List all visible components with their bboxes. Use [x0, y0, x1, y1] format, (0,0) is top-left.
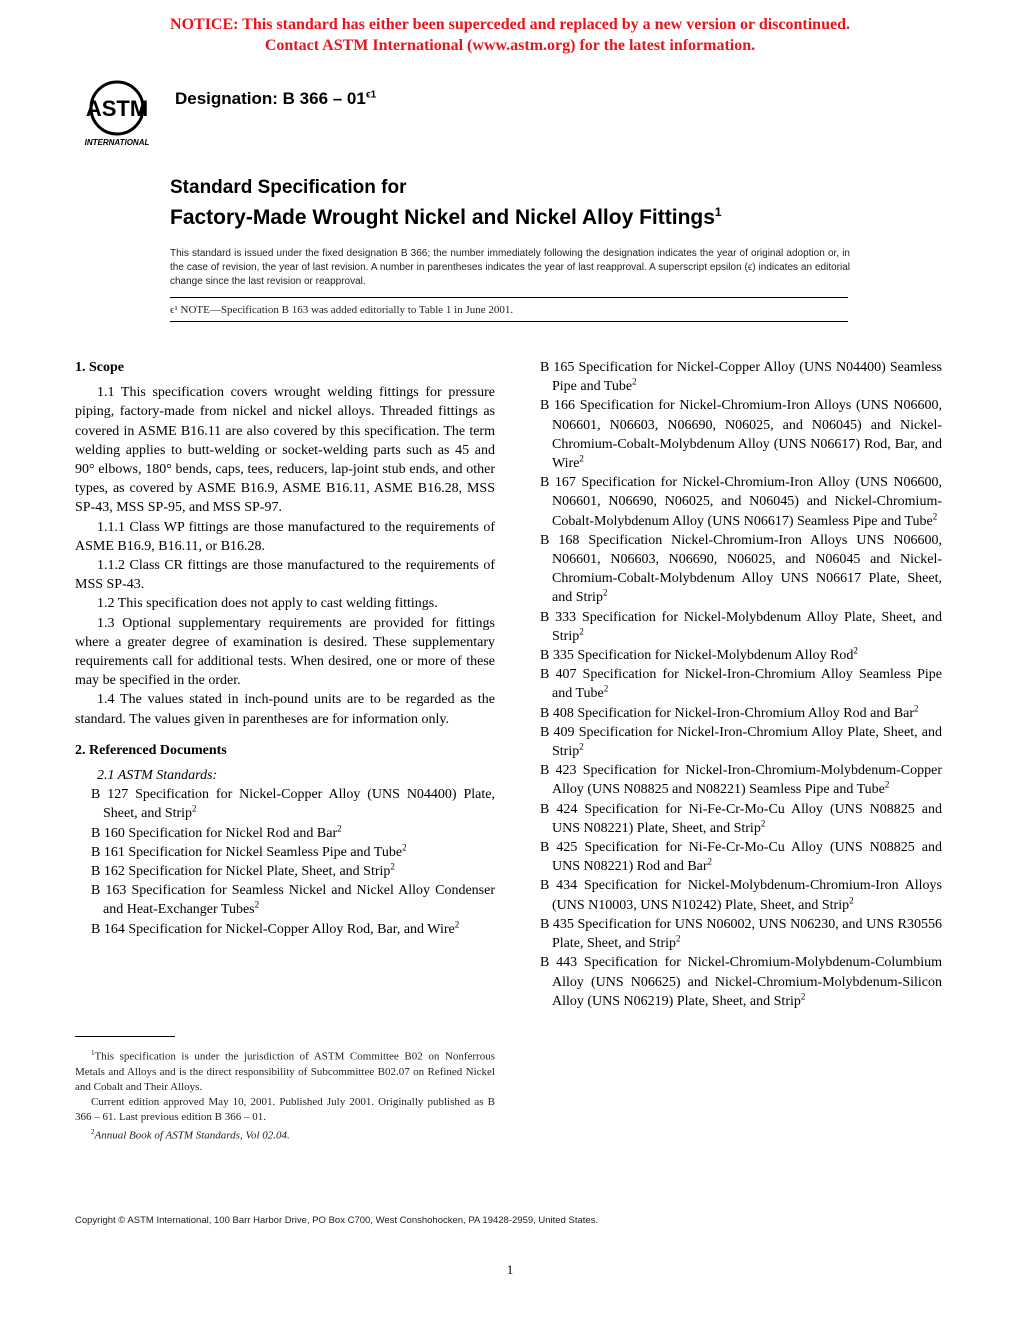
- ref-footnote: 2: [884, 779, 890, 790]
- scope-paragraph: 1.3 Optional supplementary requirements are provided for fittings where a greater degree of examination is desired. These supplementary requirements call for additional tests. When desired, one or more of these may be specified in the order.: [75, 615, 495, 689]
- left-column: [75, 358, 495, 939]
- ref-item: [91, 785, 495, 823]
- ref-footnote: 2: [914, 703, 919, 713]
- ref-footnote: 2: [707, 856, 713, 867]
- ref-text: B 335 Specification for Nickel-Molybdenum Alloy Rod: [540, 648, 854, 664]
- scope-paragraph: 1.1.1 Class WP fittings are those manufactured to the requirements of ASME B16.9, B16.11, or B16.28.: [75, 519, 495, 554]
- ref-text: B 167 Specification for Nickel-Chromium-Iron Alloy (UNS N06600, N06601, N06690, N06025, and N06045) and Nickel-Chromium-Cobalt-Molybdenum Alloy (UNS N06617) Seamless Pipe and Tube: [540, 475, 942, 529]
- ref-text: B 434 Specification for Nickel-Molybdenum-Chromium-Iron Alloys (UNS N10003, UNS N10242) Plate, Sheet, and Strip: [540, 878, 942, 913]
- ref-footnote: 2: [932, 510, 938, 521]
- ref-item: [540, 704, 942, 723]
- ref-text: B 409 Specification for Nickel-Iron-Chromium Alloy Plate, Sheet, and Strip: [540, 724, 942, 760]
- issuance-statement: This standard is issued under the fixed designation B 366; the number immediately following the designation indicates the year of original adoption or, in the case of revision, the year of last revision. A number in parentheses indicates the year of last reapproval. A superscript epsilon (ϵ) indicates an editorial change since the last revision or reapproval.: [170, 248, 850, 287]
- ref-item: [540, 473, 942, 531]
- scope-paragraph: 1.1.2 Class CR fittings are those manufactured to the requirements of MSS SP-43.: [75, 558, 495, 593]
- ref-item: [91, 920, 495, 939]
- ref-item: [540, 608, 942, 646]
- ref-text: B 168 Specification Nickel-Chromium-Iron Alloys UNS N06600, N06601, N06603, N06690, N06025, and N06045 and Nickel-Chromium-Cobalt-Molybdenum Alloy UNS N06617 Plate, Sheet, and Strip: [540, 532, 942, 606]
- ref-text: B 165 Specification for Nickel-Copper Alloy (UNS N04400) Seamless Pipe and Tube: [540, 360, 942, 395]
- footnote-1: [75, 1046, 495, 1095]
- ref-item: [540, 358, 942, 396]
- references-subheading: 2.1 ASTM Standards:: [97, 768, 218, 784]
- footnote-2-mark: 2: [91, 1127, 95, 1136]
- ref-item: [540, 531, 942, 608]
- designation-superscript: ϵ1: [365, 89, 377, 101]
- title-footnote-ref: 1: [714, 205, 722, 219]
- ref-footnote: 2: [603, 683, 609, 694]
- ref-text: B 423 Specification for Nickel-Iron-Chromium-Molybdenum-Copper Alloy (UNS N08825 and N08221) Seamless Pipe and Tube: [540, 763, 942, 798]
- ref-item: [540, 761, 942, 799]
- copyright-line: Copyright © ASTM International, 100 Barr Harbor Drive, PO Box C700, West Conshohocken, PA 19428-2959, United States.: [75, 1215, 599, 1226]
- designation-text: Designation: B 366 – 01: [175, 89, 366, 108]
- references-heading: 2. Referenced Documents: [75, 742, 227, 758]
- ref-item: [91, 862, 495, 881]
- scope-paragraph: 1.2 This specification does not apply to cast welding fittings.: [97, 596, 438, 612]
- ref-text: B 407 Specification for Nickel-Iron-Chromium Alloy Seamless Pipe and Tube: [540, 667, 942, 702]
- ref-item: [91, 881, 495, 919]
- astm-logo-icon: [72, 76, 162, 148]
- ref-item: [540, 838, 942, 876]
- ref-item: [540, 665, 942, 703]
- footnotes: [75, 1046, 495, 1143]
- ref-item: [91, 843, 495, 862]
- footnote-1b: Current edition approved May 10, 2001. Published July 2001. Originally published as B 366 – 61. Last previous edition B 366 – 01.: [75, 1095, 495, 1123]
- ref-item: [540, 396, 942, 473]
- ref-item: [540, 723, 942, 761]
- scope-heading: 1. Scope: [75, 360, 124, 375]
- footnote-1-mark: 1: [91, 1049, 95, 1057]
- ref-footnote: 2: [579, 741, 584, 752]
- notice-banner: [0, 14, 1020, 56]
- ref-item: [540, 800, 942, 838]
- ref-text: B 333 Specification for Nickel-Molybdenum Alloy Plate, Sheet, and Strip: [540, 609, 942, 644]
- ref-item: [540, 953, 942, 1011]
- spacer: [75, 729, 495, 741]
- ref-footnote: 2: [579, 626, 584, 637]
- ref-footnote: 2: [632, 376, 637, 387]
- ref-footnote: 2: [602, 587, 608, 598]
- footnote-divider: [75, 1036, 175, 1037]
- logo-letters: ASTM: [85, 96, 149, 121]
- ref-footnote: 2: [454, 919, 460, 930]
- footnote-2-text: Annual Book of ASTM Standards, Vol 02.04.: [94, 1129, 290, 1142]
- title-line-1: Standard Specification for: [170, 177, 407, 198]
- footnote-1-text: This specification is under the jurisdiction of ASTM Committee B02 on Nonferrous Metals and Alloys and is the direct responsibility of Subcommittee B02.07 on Refined Nickel and Cobalt and Their Alloys.: [75, 1050, 495, 1093]
- ref-footnote: 2: [402, 842, 407, 853]
- right-column: [540, 358, 942, 1011]
- document-title: [170, 175, 722, 230]
- divider-bottom: [170, 321, 848, 322]
- title-line-2: [170, 200, 722, 230]
- notice-line-2: Contact ASTM International (www.astm.org) for the latest information.: [264, 37, 756, 54]
- ref-footnote: 2: [390, 861, 395, 872]
- ref-item: [540, 915, 942, 953]
- ref-text: B 424 Specification for Ni-Fe-Cr-Mo-Cu Alloy (UNS N08825 and UNS N08221) Plate, Sheet, and Strip: [540, 801, 942, 836]
- editorial-note: ϵ¹ NOTE—Specification B 163 was added editorially to Table 1 in June 2001.: [170, 304, 514, 316]
- ref-footnote: 2: [760, 818, 766, 829]
- ref-item: [540, 646, 942, 665]
- logo-subtitle: INTERNATIONAL: [84, 138, 150, 147]
- designation: [175, 89, 376, 109]
- ref-footnote: 2: [800, 991, 806, 1002]
- ref-text: B 164 Specification for Nickel-Copper Alloy Rod, Bar, and Wire: [91, 921, 455, 937]
- ref-text: B 161 Specification for Nickel Seamless Pipe and Tube: [91, 844, 403, 860]
- scope-paragraph: 1.1 This specification covers wrought welding fittings for pressure piping, factory-made from nickel and nickel alloys. Threaded fittings as covered in ASME B16.11 are also covered by this specification. The term welding applies to butt-welding or socket-welding parts such as 45 and 90° elbows, 180° bends, caps, tees, reducers, lap-joint stub ends, and other types, as covered by ASME B16.9, ASME B16.11, ASME B16.28, MSS SP-43, MSS SP-95, and MSS SP-97.: [75, 385, 495, 516]
- ref-text: B 435 Specification for UNS N06002, UNS N06230, and UNS R30556 Plate, Sheet, and Strip: [540, 916, 942, 952]
- scope-paragraph: 1.4 The values stated in inch-pound units are to be regarded as the standard. The values given in parentheses are for information only.: [75, 692, 495, 727]
- ref-text: B 166 Specification for Nickel-Chromium-Iron Alloys (UNS N06600, N06601, N06603, N06690, N06025, and N06045) and Nickel-Chromium-Cobalt-Molybdenum Alloy (UNS N06617) Rod, Bar, and Wire: [540, 398, 942, 472]
- ref-text: B 162 Specification for Nickel Plate, Sheet, and Strip: [91, 864, 391, 880]
- ref-footnote: 2: [192, 803, 197, 814]
- ref-text: B 408 Specification for Nickel-Iron-Chromium Alloy Rod and Bar: [540, 705, 915, 721]
- ref-text: B 163 Specification for Seamless Nickel and Nickel Alloy Condenser and Heat-Exchanger Tubes: [91, 883, 495, 918]
- title-line-2-text: Factory-Made Wrought Nickel and Nickel Alloy Fittings: [170, 206, 715, 229]
- ref-list-left: [75, 785, 495, 939]
- ref-item: [540, 876, 942, 914]
- ref-item: [91, 824, 495, 843]
- ref-footnote: 2: [579, 453, 584, 464]
- footnote-2: [75, 1125, 495, 1144]
- divider-top: [170, 297, 848, 298]
- ref-footnote: 2: [254, 899, 260, 910]
- ref-text: B 127 Specification for Nickel-Copper Alloy (UNS N04400) Plate, Sheet, and Strip: [91, 787, 495, 822]
- ref-text: B 443 Specification for Nickel-Chromium-Molybdenum-Columbium Alloy (UNS N06625) and Nickel-Chromium-Molybdenum-Silicon Alloy (UNS N06219) Plate, Sheet, and Strip: [540, 955, 942, 1009]
- ref-footnote: 2: [676, 933, 681, 944]
- ref-footnote: 2: [853, 645, 858, 656]
- ref-text: B 160 Specification for Nickel Rod and Bar: [91, 825, 338, 841]
- ref-footnote: 2: [849, 895, 854, 906]
- page-number: 1: [506, 1262, 514, 1277]
- ref-text: B 425 Specification for Ni-Fe-Cr-Mo-Cu Alloy (UNS N08825 and UNS N08221) Rod and Bar: [540, 840, 942, 875]
- ref-footnote: 2: [337, 823, 342, 834]
- notice-line-1: NOTICE: This standard has either been superceded and replaced by a new version or discontinued.: [170, 16, 850, 33]
